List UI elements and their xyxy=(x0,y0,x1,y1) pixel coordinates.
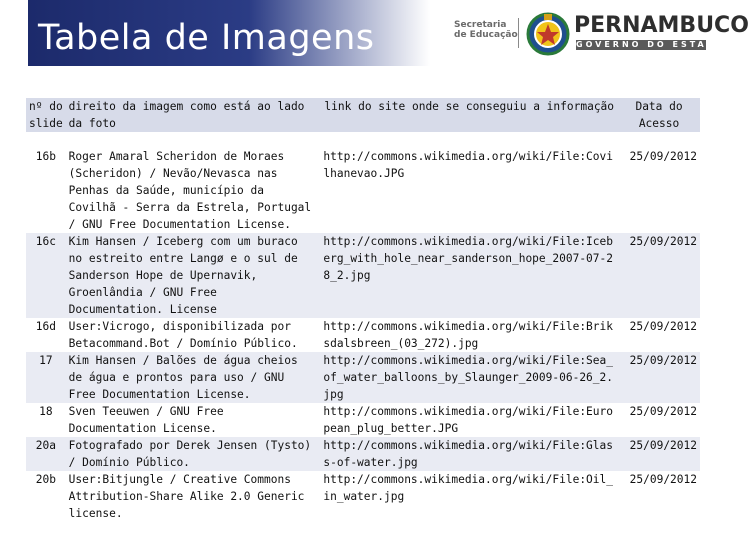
table-row xyxy=(26,471,700,522)
cell-slide: 17 xyxy=(26,352,66,403)
cell-site-link[interactable]: http://commons.wikimedia.org/wiki/File:Oil_in_water.jpg xyxy=(320,471,618,522)
col-header-site: link do site onde se conseguiu a informação xyxy=(320,98,618,132)
cell-slide: 18 xyxy=(26,403,66,437)
cell-slide: 16c xyxy=(26,233,66,318)
cell-rights: Sven Teeuwen / GNU Free Documentation License. xyxy=(66,403,321,437)
cell-rights: Kim Hansen / Balões de água cheios de água e prontos para uso / GNU Free Documentation License. xyxy=(66,352,321,403)
col-header-date: Data do Acesso xyxy=(618,98,700,132)
table-row xyxy=(26,403,700,437)
cell-rights: Roger Amaral Scheridon de Moraes (Scheridon) / Nevão/Nevasca nas Penhas da Saúde, município da Covilhã - Serra da Estrela, Portugal / GNU Free Documentation License. xyxy=(66,148,321,233)
table-row xyxy=(26,233,700,318)
cell-date: 25/09/2012 xyxy=(618,318,700,352)
table-row xyxy=(26,437,700,471)
slide-header xyxy=(0,0,749,66)
cell-site-link[interactable]: http://commons.wikimedia.org/wiki/File:Covilhanevao.JPG xyxy=(320,148,618,233)
table-row xyxy=(26,318,700,352)
cell-rights: User:Vicrogo, disponibilizada por Betacommand.Bot / Domínio Público. xyxy=(66,318,321,352)
cell-site-link[interactable]: http://commons.wikimedia.org/wiki/File:Glass-of-water.jpg xyxy=(320,437,618,471)
cell-site-link[interactable]: http://commons.wikimedia.org/wiki/File:Sea_of_water_balloons_by_Slaunger_2009-06-26_2.jpg xyxy=(320,352,618,403)
state-subtitle: GOVERNO DO ESTADO xyxy=(576,40,727,49)
col-header-rights: direito da imagem como está ao lado da foto xyxy=(66,98,321,132)
pernambuco-coat-of-arms-icon xyxy=(526,12,570,56)
cell-slide: 20a xyxy=(26,437,66,471)
cell-site-link[interactable]: http://commons.wikimedia.org/wiki/File:Briksdalsbreen_(03_272).jpg xyxy=(320,318,618,352)
secretaria-label: Secretaria de Educação xyxy=(454,20,518,40)
page-title: Tabela de Imagens xyxy=(38,18,375,58)
cell-rights: User:Bitjungle / Creative Commons Attribution-Share Alike 2.0 Generic license. xyxy=(66,471,321,522)
col-header-slide: nº do slide xyxy=(26,98,66,132)
image-table xyxy=(26,98,700,522)
cell-slide: 16d xyxy=(26,318,66,352)
pernambuco-logo xyxy=(450,8,749,58)
cell-date: 25/09/2012 xyxy=(618,233,700,318)
cell-rights: Fotografado por Derek Jensen (Tysto) / Domínio Público. xyxy=(66,437,321,471)
logo-divider xyxy=(518,18,519,48)
cell-date: 25/09/2012 xyxy=(618,148,700,233)
cell-rights: Kim Hansen / Iceberg com um buraco no estreito entre Langø e o sul de Sanderson Hope de Upernavik, Groenlândia / GNU Free Documentation. License xyxy=(66,233,321,318)
table-spacer xyxy=(26,132,700,148)
cell-date: 25/09/2012 xyxy=(618,471,700,522)
table-row xyxy=(26,352,700,403)
cell-site-link[interactable]: http://commons.wikimedia.org/wiki/File:Iceberg_with_hole_near_sanderson_hope_2007-07-28_2.jpg xyxy=(320,233,618,318)
cell-slide: 20b xyxy=(26,471,66,522)
cell-date: 25/09/2012 xyxy=(618,352,700,403)
state-name: PERNAMBUCO xyxy=(574,13,749,38)
cell-date: 25/09/2012 xyxy=(618,437,700,471)
table-header-row xyxy=(26,98,700,132)
cell-slide: 16b xyxy=(26,148,66,233)
cell-site-link[interactable]: http://commons.wikimedia.org/wiki/File:European_plug_better.JPG xyxy=(320,403,618,437)
table-row xyxy=(26,148,700,233)
cell-date: 25/09/2012 xyxy=(618,403,700,437)
